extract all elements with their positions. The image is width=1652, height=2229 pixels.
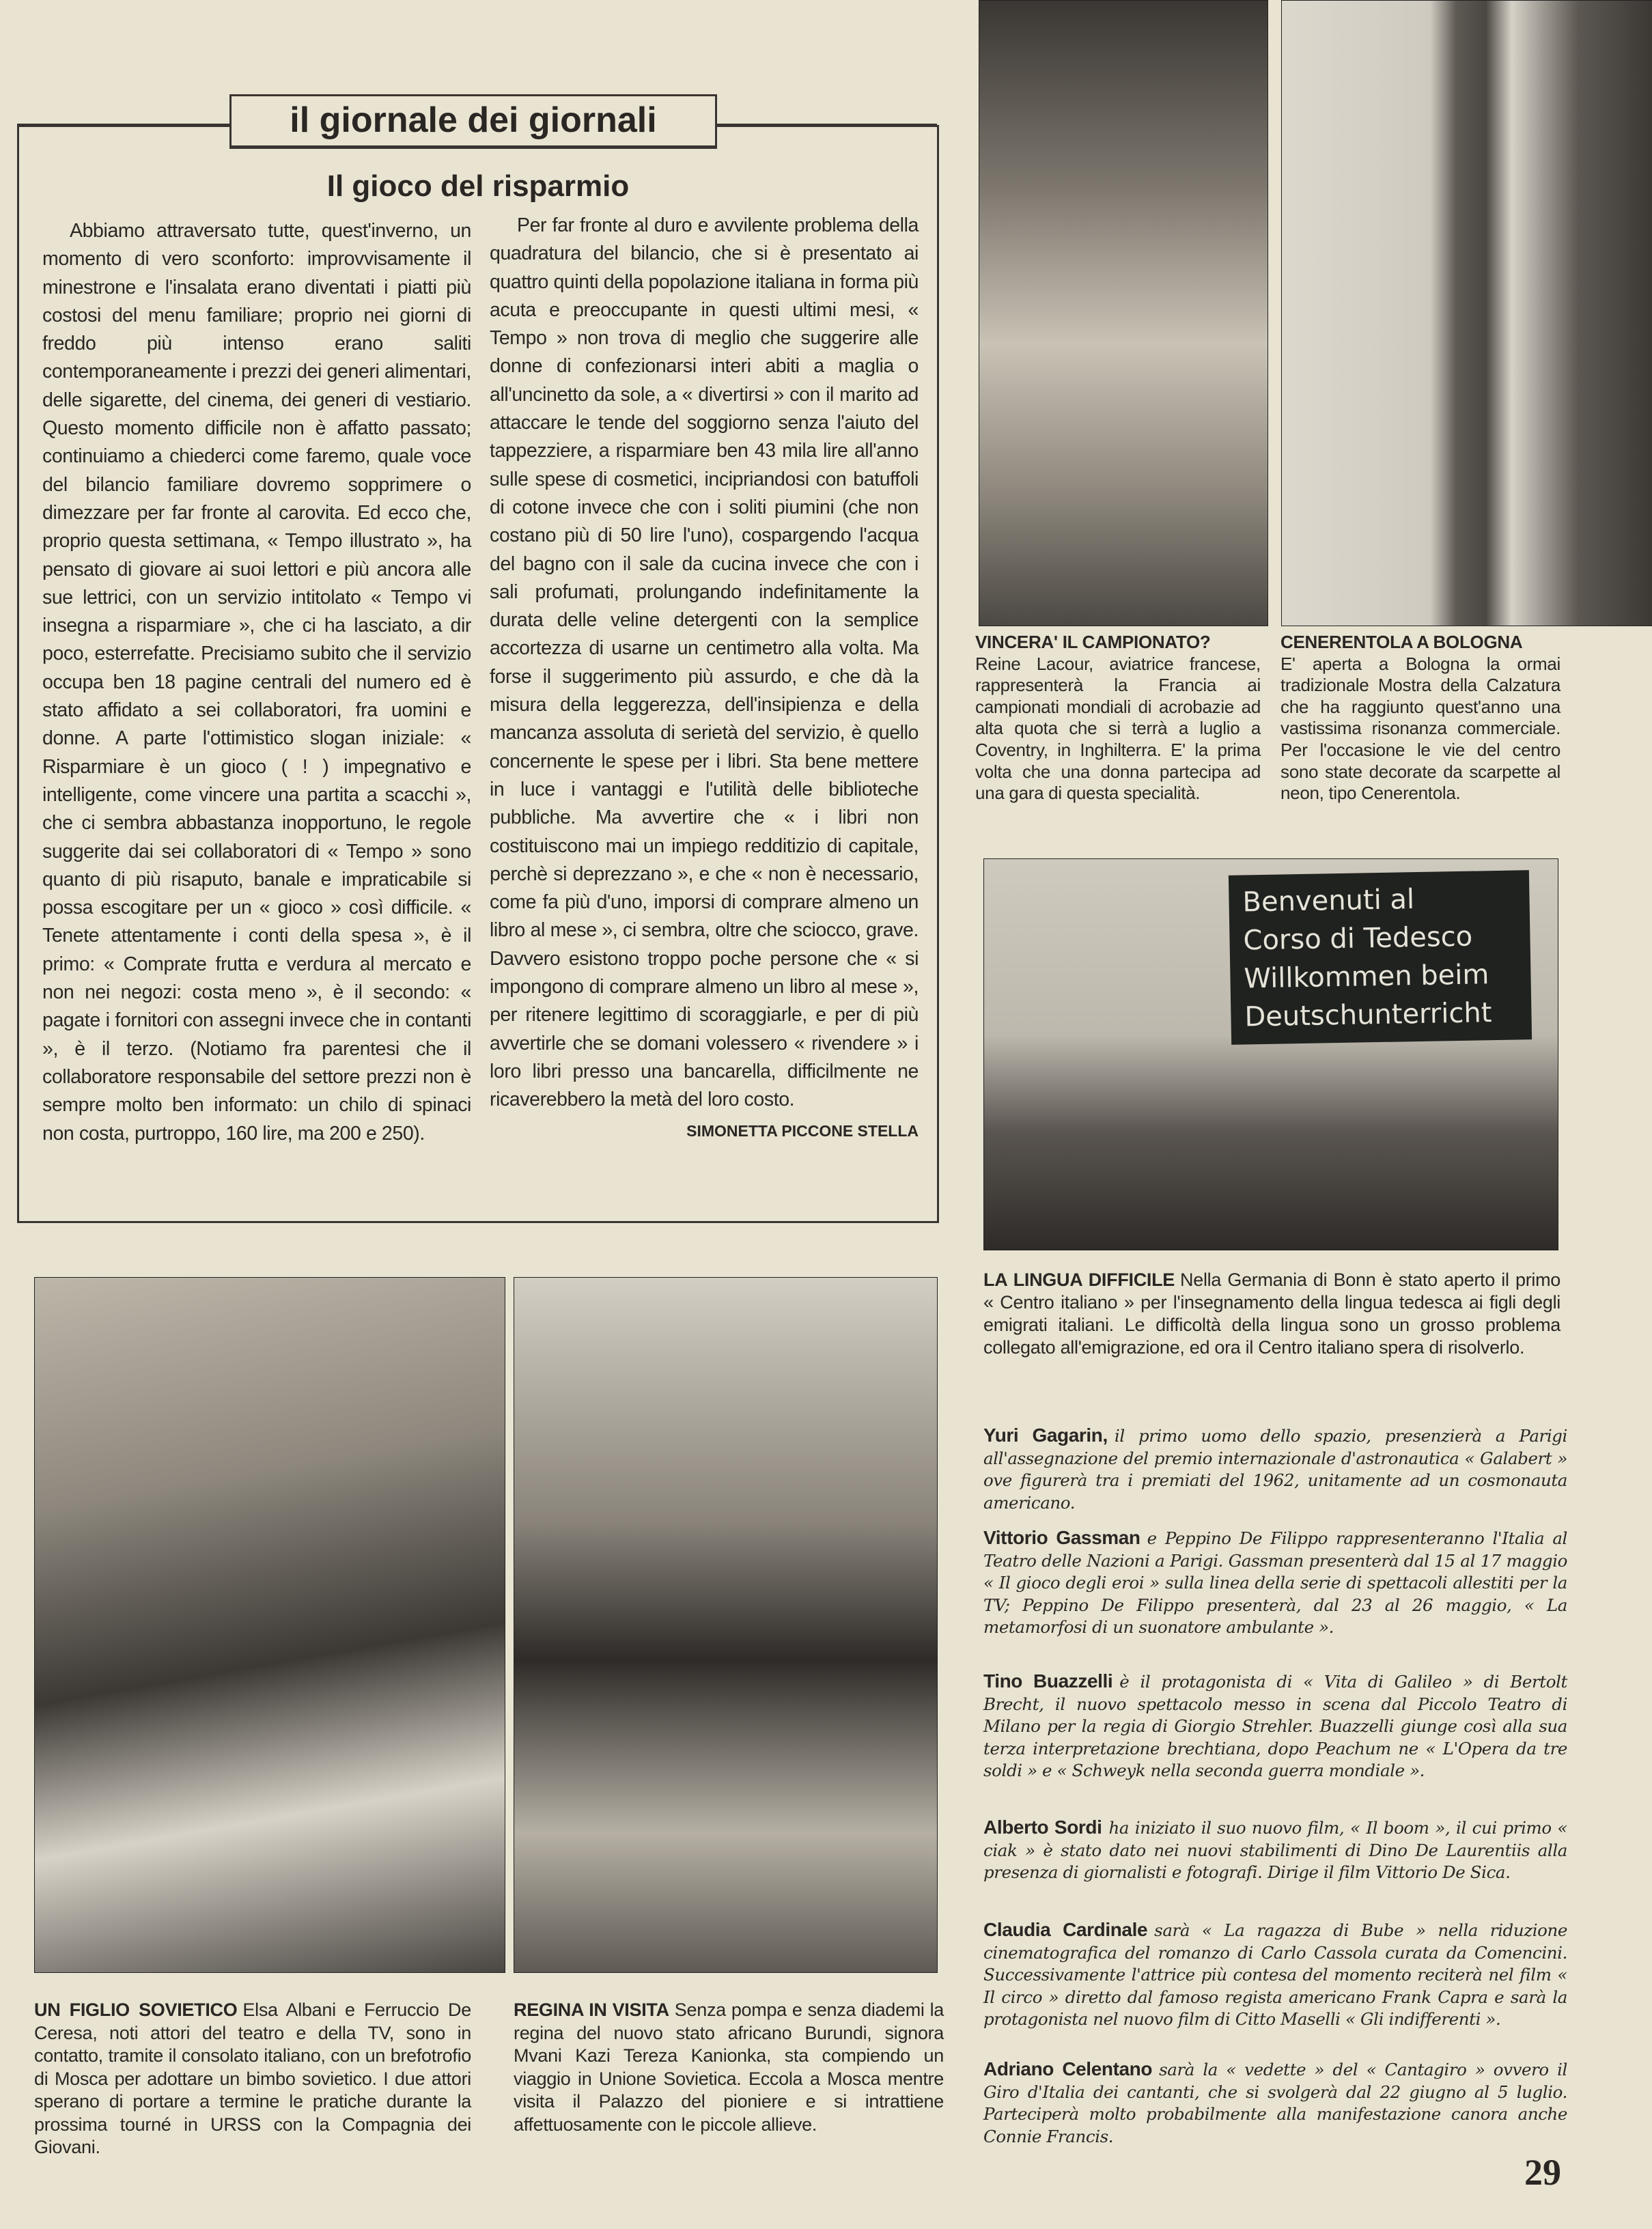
news-name: Vittorio Gassman [983,1527,1140,1548]
news-item [983,1670,1567,1782]
caption-heading: REGINA IN VISITA [514,2000,669,2020]
article-paragraph: Per far fronte al duro e avvilente problema della quadratura del bilancio, che si è presentato ai quattro quinti della popolazione italiana in forma più acuta e preoccupante in questi ultimi mesi, « Tempo » non trova di meglio che suggerire alle donne di confezionarsi interi abiti a maglia o all'uncinetto da sole, a « divertirsi » con il marito ad attaccare le tende del soggiorno senza l'aiuto del tappezziere, a risparmiare ben 43 mila lire all'anno sulle spese di cosmetici, incipriandosi con batuffoli di cotone invece che con i soliti piumini (che non costano più di 50 lire l'uno), cospargendo l'acqua del bagno con il sale da cucina invece che con i sali profumati, prolungando indefinitamente la durata delle veline detergenti con la semplice accortezza di usarne un centimetro alla volta. Ma forse il suggerimento più assurdo, e che dà la misura della leggerezza, dell'insipienza e della mancanza assoluta di serietà del servizio, è quello concernente le spese per i libri. Sta bene mettere in luce i vantaggi e l'utilità delle biblioteche pubbliche. Ma avvertire che « i libri non costituiscono mai un impiego redditizio di capitale, perchè si deprezzano », e che « non è necessario, come fa più d'uno, imporsi di comprare almeno un libro al mese », ci sembra, oltre che sciocco, grave. Davvero esistono troppo poche persone che « si impongono di comprare almeno un libro al mese », per ritenere legittimo di scoraggiarle, e per di più avvertirle che se domani volessero « rivendere » i loro libri presso una bancarella, difficilmente ne ricaverebbero la metà del loro costo. [490,214,919,1111]
frame-rule [714,124,937,127]
caption-text: E' aperta a Bologna la ormai tradizionale Mostra della Calzatura che ha raggiunto quest'anno una vastissima risonanza commerciale. Per l'occasione le vie del centro sono state decorate da scarpette al neon, tipo Cenerentola. [1280,653,1560,804]
news-name: Yuri Gagarin, [983,1425,1108,1446]
caption-regina [514,1999,944,2136]
caption-text: Elsa Albani e Ferruccio De Ceresa, noti attori del teatro e della TV, sono in contatto, tramite il consolato italiano, con un brefotrofio di Mosca per adottare un bimbo sovietico. I due attori sperano di portare a termine le pratiche durante la prossima tourné in URSS con la Compagnia dei Giovani. [34,2000,471,2157]
photo-albani-de-ceresa [34,1277,505,1973]
news-item [983,1817,1567,1884]
article-column-right [490,212,919,1145]
caption-figlio-sovietico [34,1999,471,2159]
photo-classroom [983,858,1558,1250]
caption-text: Senza pompa e senza diademi la regina del nuovo stato africano Burundi, signora Mvani Kazi Tereza Kanionka, sta compiendo un viaggio in Unione Sovietica. Eccola a Mosca mentre visita il Palazzo del pioniere e si intrattiene affettuosamente con le piccole allieve. [514,2000,944,2135]
news-text: ha iniziato il suo nuovo film, « Il boom », il cui primo « ciak » è stato dato nei nuovi stabilimenti di Dino De Laurentiis alla presenza di giornalisti e fotografi. Dirige il film Vittorio De Sica. [983,1818,1568,1882]
caption-lingua [983,1269,1560,1359]
news-text: e Peppino De Filippo rappresenteranno l'Italia al Teatro delle Nazioni a Parigi. Gassman presenterà dal 15 al 17 maggio « Il gioco degli eroi » sulla linea della serie di spettacoli allestiti per la TV; Peppino De Filippo presenterà, dal 23 al 26 maggio, « La metamorfosi di un suonatore ambulante ». [983,1528,1567,1637]
caption-text: Reine Lacour, aviatrice francese, rappresenterà la Francia ai campionati mondiali di acrobazie ad alta quota che si terrà a luglio a Coventry, in Inghilterra. E' la prima volta che una donna partecipa ad una gara di questa specialità. [975,653,1261,804]
chalkboard-text: Benvenuti al [1242,884,1415,919]
news-item [983,2058,1567,2148]
news-name: Adriano Celentano [983,2058,1153,2079]
frame-rule [17,124,231,127]
article-paragraph: Abbiamo attraversato tutte, quest'inverno, un momento di vero sconforto: improvvisamente il minestrone e l'insalata erano diventati i piatti più costosi del menu familiare; proprio nei giorni di freddo più intenso erano saliti contemporaneamente i prezzi dei generi alimentari, delle sigarette, del cinema, dei generi di vestiario. Questo momento difficile non è affatto passato; continuiamo a chiederci come faremo, quale voce del bilancio familiare dovremo sopprimere o dimezzare per far fronte al carovita. Ed ecco che, proprio questa settimana, « Tempo illustrato », ha pensato di giovare ai suoi lettori e più ancora alle sue lettrici, con un servizio intitolato « Tempo vi insegna a risparmiare », che ci ha lasciato, a dir poco, esterrefatte. Precisiamo subito che il servizio occupa ben 18 pagine centrali del numero ed è stato affidato a sei collaboratori, fra uomini e donne. A parte l'ottimistico slogan iniziale: « Risparmiare è un gioco ( ! ) impegnativo e intelligente, come vincere una partita a scacchi », che ci sembra abbastanza inopportuno, le regole suggerite dai sei collaboratori di « Tempo » sono quanto di più risaputo, banale e impraticabile si possa escogitare per un « gioco » così difficile. « Tenete attentamente i conti della spesa », è il primo: « Comprate frutta e verdura al mercato e non nei negozi: costa meno », è il secondo: « pagate i fornitori con assegni invece che in contanti », è il terzo. (Notiamo fra parentesi che il collaboratore responsabile del settore prezzi non è sempre molto ben informato: un chilo di spinaci non costa, purtroppo, 160 lire, ma 200 e 250). [42,220,471,1145]
caption-heading: CENERENTOLA A BOLOGNA [1280,632,1523,652]
news-text: il primo uomo dello spazio, presenzierà a Parigi all'assegnazione del premio internazionale d'astronautica « Galabert » ove figurerà tra i premiati del 1962, unitamente ad un cosmonauta americano. [983,1426,1567,1513]
news-text: sarà « La ragazza di Bube » nella riduzione cinematografica del romanzo di Carlo Cassola curata da Comencini. Successivamente l'attrice più contesa del momento reciterà nel film « Il circo » diretto dal famoso regista americano Frank Capra e sarà la protagonista nel nuovo film di Citto Maselli « Gli indifferenti ». [983,1920,1567,2029]
caption-heading: LA LINGUA DIFFICILE [983,1270,1175,1290]
news-item [983,1527,1567,1639]
caption-heading: UN FIGLIO SOVIETICO [34,2000,238,2020]
news-item [983,1919,1567,2031]
chalkboard-text: Deutschunterricht [1244,997,1492,1033]
news-name: Alberto Sordi [983,1817,1102,1838]
news-name: Tino Buazzelli [983,1670,1113,1692]
news-text: è il protagonista di « Vita di Galileo » di Bertolt Brecht, il nuovo spettacolo messo in scena dal Piccolo Teatro di Milano per la regia di Giorgio Strehler. Buazzelli giunge così alla sua terza interpretazione brechtiana, dopo Peachum ne « L'Opera da tre soldi » e « Schweyk nella seconda guerra mondiale ». [983,1672,1567,1780]
chalkboard-text: Willkommen beim [1244,959,1489,995]
photo-aviator [979,0,1268,626]
caption-aviator [975,632,1261,804]
photo-bologna-tower [1281,0,1652,626]
caption-bologna [1280,632,1560,804]
section-title: il giornale dei giornali [229,94,717,149]
article-title: Il gioco del risparmio [326,169,630,203]
caption-text: Nella Germania di Bonn è stato aperto il primo « Centro italiano » per l'insegnamento della lingua tedesca ai figli degli emigrati italiani. Le difficoltà della lingua sono un grosso problema collegato all'emigrazione, ed ora il Centro italiano spera di risolverlo. [983,1270,1560,1358]
news-name: Claudia Cardinale [983,1919,1148,1940]
page-number: 29 [1524,2152,1561,2193]
chalkboard [1229,870,1532,1045]
chalkboard-text: Corso di Tedesco [1243,921,1473,957]
article-column-left [42,217,471,1148]
news-text: sarà la « vedette » del « Cantagiro » ovvero il Giro d'Italia dei cantanti, che si svolgerà dal 22 giugno al 5 luglio. Parteciperà molto probabilmente alla manifestazione canora anche Connie Francis. [983,2060,1567,2146]
news-item [983,1425,1567,1514]
photo-regina-burundi [514,1277,938,1973]
caption-heading: VINCERA' IL CAMPIONATO? [975,632,1211,652]
article-author: SIMONETTA PICCONE STELLA [686,1121,919,1140]
